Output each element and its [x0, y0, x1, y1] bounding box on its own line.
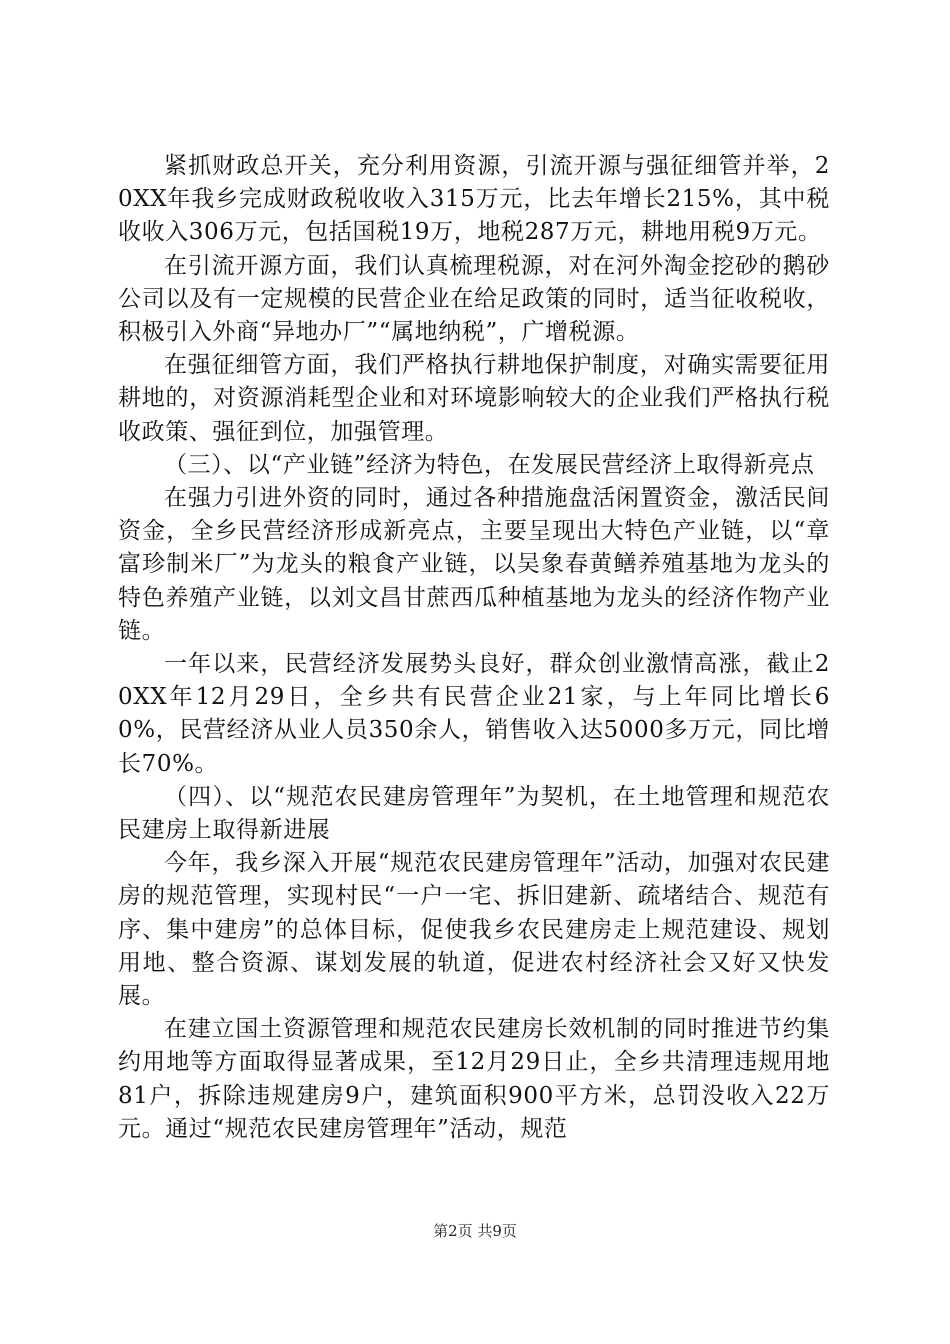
- paragraph-private-economy: 在强力引进外资的同时，通过各种措施盘活闲置资金，激活民间资金，全乡民营经济形成新亮点，主要呈现出大特色产业链，以“章富珍制米厂”为龙头的粮食产业链，以吴象春黄鳝养殖基地为龙头的特色养殖产业链，以刘文昌甘蔗西瓜种植基地为龙头的经济作物产业链。: [118, 485, 830, 644]
- paragraph-private-growth: 一年以来，民营经济发展势头良好，群众创业激情高涨，截止20XX年12月29日，全乡共有民营企业21家，与上年同比增长60%，民营经济从业人员350余人，销售收入达5000多万元，同比增长70%。: [118, 651, 830, 777]
- document-body: [118, 150, 830, 1146]
- section-heading-industry-chain: （三）、以“产业链”经济为特色，在发展民营经济上取得新亮点: [164, 451, 815, 478]
- section-heading-housing-management: （四）、以“规范农民建房管理年”为契机，在土地管理和规范农民建房上取得新进展: [118, 783, 830, 844]
- paragraph-housing-activity: 今年，我乡深入开展“规范农民建房管理年”活动，加强对农民建房的规范管理，实现村民“一户一宅、拆旧建新、疏堵结合、规范有序、集中建房”的总体目标，促使我乡农民建房走上规范建设、规划用地、整合资源、谋划发展的轨道，促进农村经济社会又好又快发展。: [118, 850, 830, 1010]
- paragraph-land-results: 在建立国土资源管理和规范农民建房长效机制的同时推进节约集约用地等方面取得显著成果，至12月29日止，全乡共清理违规用地81户，拆除违规建房9户，建筑面积900平方米，总罚没收入22万元。通过“规范农民建房管理年”活动，规范: [118, 1016, 830, 1142]
- paragraph-strict-collection: 在强征细管方面，我们严格执行耕地保护制度，对确实需要征用耕地的，对资源消耗型企业和对环境影响较大的企业我们严格执行税收政策、强征到位，加强管理。: [118, 352, 830, 445]
- paragraph-fiscal-revenue: 紧抓财政总开关，充分利用资源，引流开源与强征细管并举，20XX年我乡完成财政税收收入315万元，比去年增长215%，其中税收收入306万元，包括国税19万，地税287万元，耕地用税9万元。: [118, 153, 830, 246]
- page-footer: 第2页 共9页: [433, 1222, 517, 1240]
- paragraph-tax-source: 在引流开源方面，我们认真梳理税源，对在河外淘金挖砂的鹅砂公司以及有一定规模的民营企业在给足政策的同时，适当征收税收，积极引入外商“异地办厂”“属地纳税”，广增税源。: [118, 252, 830, 346]
